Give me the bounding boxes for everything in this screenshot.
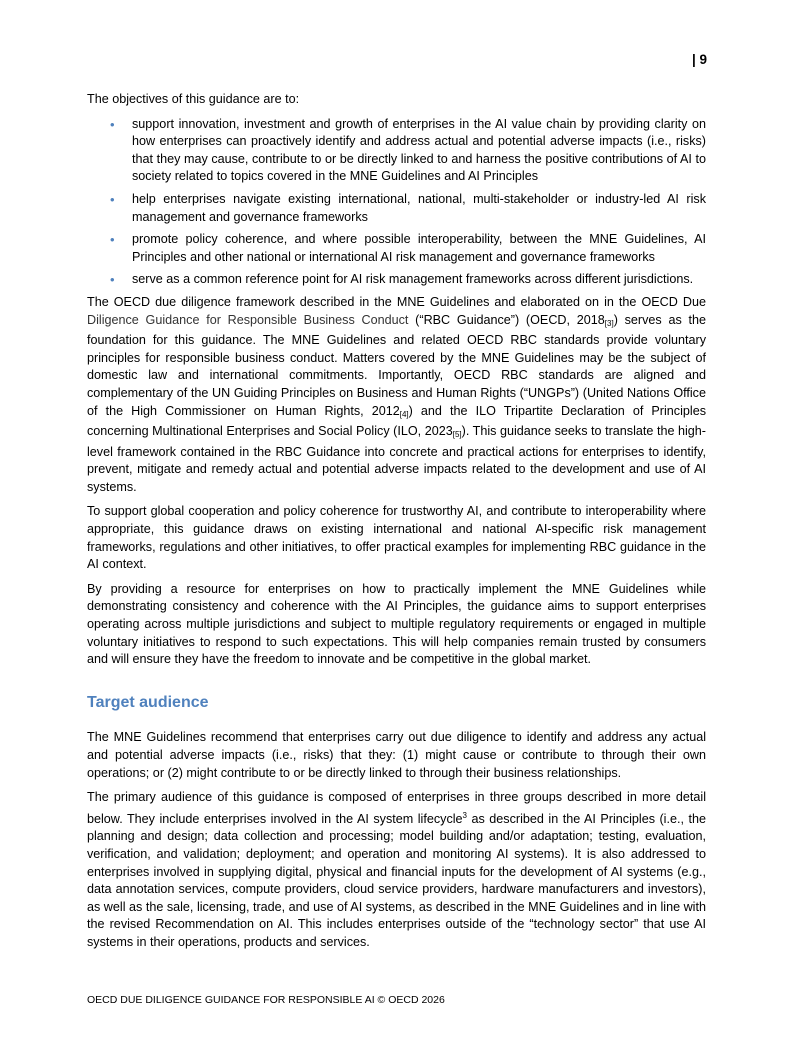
section-heading: Target audience bbox=[87, 693, 209, 711]
reference-5[interactable]: [5] bbox=[452, 430, 462, 440]
audience-paragraph-1: The MNE Guidelines recommend that enterprises carry out due diligence to identify and address any actual and potential adverse impacts (i.e., risks) that they: (1) might cause or contribute to through their own operations; or (2) might contribute to or be directly linked to through their business relationships. bbox=[87, 730, 706, 780]
audience-paragraph-2: The primary audience of this guidance is composed of enterprises in three groups described in more detail below. They include enterprises involved in the AI system lifecycle$^3$ as described in the AI Principles (i.e., the planning and design; data collection and processing; model building and/or adaptation; testing, evaluation, verification, and validation; deployment; and operation and monitoring AI systems). It is also addressed to enterprises involved in supplying digital, physical and financial inputs for the development of AI systems (e.g., data annotation services, compute providers, cloud service providers, hardware manufacturers and investors), as well as the sale, licensing, trade, and use of AI systems, as described in the MNE Guidelines and in line with the revised Recommendation on AI. This includes enterprises outside of the “technology sector” that use AI systems in their operations, products and services. bbox=[87, 790, 706, 949]
list-item: • serve as a common reference point for AI risk management frameworks across different jurisdictions. bbox=[110, 272, 694, 288]
objectives-intro: The objectives of this guidance are to: bbox=[87, 92, 300, 106]
support-paragraph: To support global cooperation and policy coherence for trustworthy AI, and contribute to interoperability where appropriate, this guidance draws on existing international and national AI-specific risk management frameworks, regulations and other initiatives, to offer practical examples for implementing RBC guidance in the AI context. bbox=[87, 504, 706, 572]
rbc-guidance-link[interactable]: Diligence Guidance for Responsible Business Conduct bbox=[87, 312, 409, 327]
objectives-list bbox=[87, 116, 706, 289]
page-number: | 9 bbox=[691, 52, 707, 67]
bullet-icon: • bbox=[110, 116, 115, 132]
reference-4[interactable]: [4] bbox=[399, 409, 409, 419]
list-item: • support innovation, investment and growth of enterprises in the AI value chain by providing clarity on how enterprises can proactively identify and address actual and potential adverse impacts (i.e., risks) that they may cause, contribute to or be directly linked to and harness the positive contributions of AI to society related to topics covered in the MNE Guidelines and AI Principles bbox=[110, 116, 706, 184]
bullet-icon: • bbox=[110, 232, 115, 248]
framework-paragraph: The OECD due diligence framework described in the MNE Guidelines and elaborated on in the OECD Due Diligence Guidance for Responsible Business Conduct (“RBC Guidance”) (OECD, $2018_{[3]}$) serves as the foundation for this guidance. The MNE Guidelines and related OECD RBC standards provide voluntary principles for responsible business conduct. Matters covered by the MNE Guidelines may be the subject of domestic law and international commitments. Importantly, OECD RBC standards are aligned and complementary of the UN Guiding Principles on Business and Human Rights (“UNGPs”) (United Nations Office of the High Commissioner on Human Rights, $2012_{[4]}$) and the ILO Tripartite Declaration of Principles concerning Multinational Enterprises and Social Policy (ILO, $2023_{[5]}$). This guidance seeks to translate the high-level framework contained in the RBC Guidance into concrete and practical actions for enterprises to identify, prevent, mitigate and remedy actual and potential adverse impacts related to the development and use of AI systems. bbox=[87, 294, 707, 494]
bullet-icon: • bbox=[110, 191, 115, 207]
reference-3[interactable]: [3] bbox=[604, 318, 614, 328]
footnote-marker[interactable]: 3 bbox=[462, 810, 467, 820]
resource-paragraph: By providing a resource for enterprises on how to practically implement the MNE Guidelines while demonstrating consistency and coherence with the AI Principles, the guidance aims to support enterprises operating across multiple jurisdictions and subject to multiple regulatory requirements or engaged in multiple voluntary initiatives to respond to such expectations. This will help companies remain trusted by consumers and will ensure they have the freedom to innovate and be competitive in the global market. bbox=[87, 581, 706, 667]
bullet-icon: • bbox=[110, 272, 115, 288]
list-item: • help enterprises navigate existing international, national, multi-stakeholder or industry-led AI risk management and governance frameworks bbox=[110, 191, 706, 224]
page-content bbox=[87, 91, 706, 959]
page-footer: OECD DUE DILIGENCE GUIDANCE FOR RESPONSIBLE AI © OECD 2026 bbox=[87, 994, 445, 1006]
list-item: • promote policy coherence, and where possible interoperability, between the MNE Guidelines, AI Principles and other national or international AI risk management and governance frameworks bbox=[110, 232, 706, 264]
